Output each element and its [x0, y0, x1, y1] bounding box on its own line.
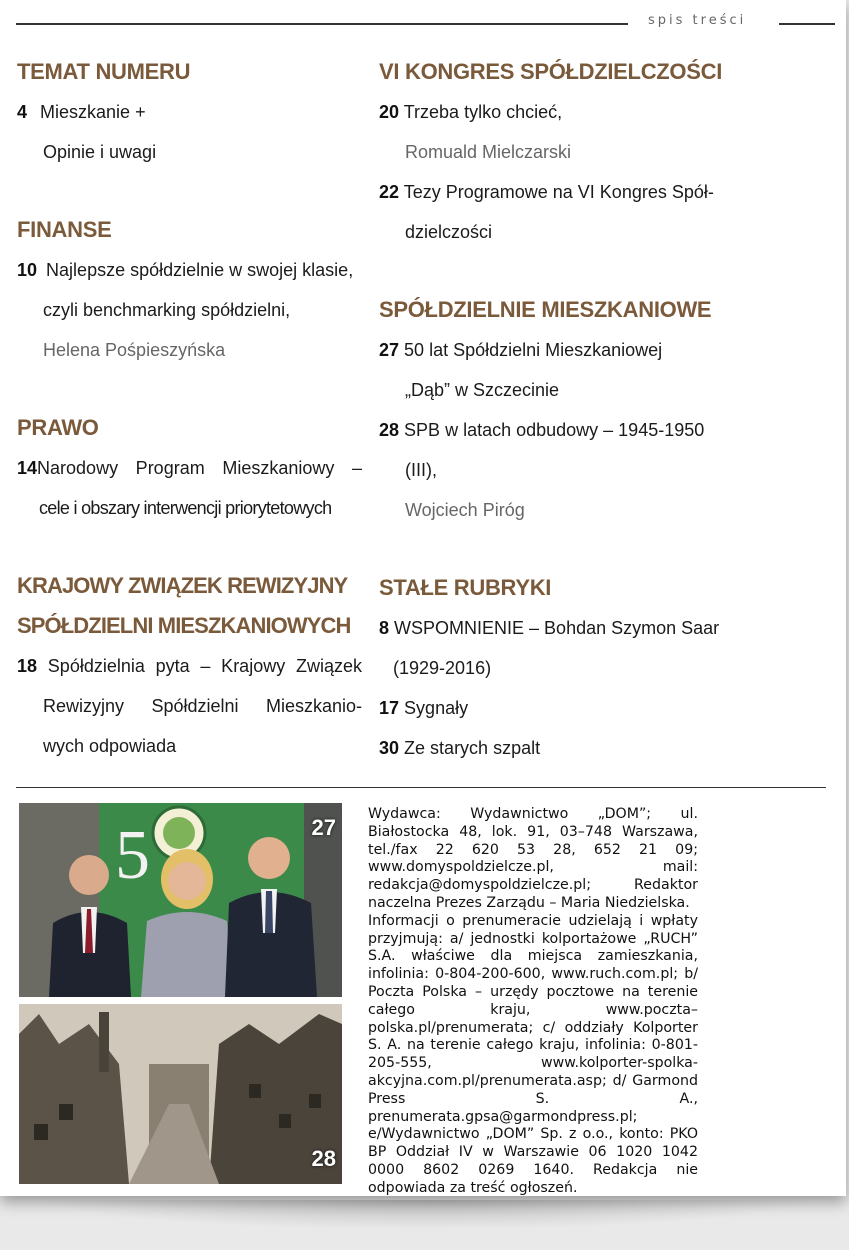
- entry-author: Wojciech Piróg: [405, 500, 525, 520]
- toc-entry[interactable]: [379, 410, 729, 450]
- entry-title: Mieszkanie +: [40, 102, 146, 122]
- section-title: STAŁE RUBRYKI: [379, 575, 552, 600]
- toc-entry[interactable]: [17, 92, 362, 132]
- imprint-publisher: Wydawca: Wydawnictwo „DOM”; ul. Białostocka 48, lok. 91, 03–748 Warszawa, tel./fax 22 620 53 28, 652 21 09; www.domyspoldzielcze.pl, mail: redakcja@domyspoldzielcze.pl; Redaktor naczelna Prezes Zarządu – Maria Niedzielska.: [368, 806, 698, 911]
- entry-title: 50 lat Spółdzielni Mieszkaniowej: [404, 340, 663, 360]
- toc-entry[interactable]: [17, 250, 362, 290]
- toc-entry[interactable]: [379, 728, 729, 768]
- entry-author: Romuald Mielczarski: [405, 142, 572, 162]
- header-rule-left: [16, 23, 628, 25]
- historic-street-illustration: [19, 1004, 342, 1184]
- entry-title-cont: Opinie i uwagi: [43, 142, 157, 162]
- entry-title-cont: (III),: [405, 460, 437, 480]
- entry-title: Narodowy Program Mieszkaniowy –: [37, 458, 362, 478]
- imprint-text: [368, 806, 698, 1198]
- toc-entry[interactable]: [17, 646, 362, 686]
- entry-title: Trzeba tylko chcieć,: [403, 102, 563, 122]
- banner-digit: 5: [115, 817, 150, 894]
- toc-entry[interactable]: [379, 172, 729, 212]
- anniversary-illustration: [19, 803, 342, 997]
- page-number: 8: [379, 618, 390, 638]
- entry-title-cont: cele i obszary interwencji priorytetowych: [39, 498, 332, 518]
- page-number: 20: [379, 102, 400, 122]
- page-number: 17: [379, 698, 400, 718]
- entry-author: Helena Pośpieszyńska: [43, 340, 226, 360]
- page-number: 10: [17, 260, 38, 280]
- toc-right-column: [379, 52, 729, 768]
- header-rule-right: [779, 23, 835, 25]
- page-number: 4: [17, 102, 28, 122]
- entry-title-cont: czyli benchmarking spółdzielni,: [43, 300, 291, 320]
- section-title: VI KONGRES SPÓŁDZIELCZOŚCI: [379, 59, 723, 84]
- page-number: 28: [379, 420, 400, 440]
- entry-title: Spółdzielnia pyta – Krajowy Związek: [47, 656, 362, 676]
- page-shadow: [40, 1200, 810, 1230]
- page-number: 18: [17, 656, 38, 676]
- toc-entry[interactable]: [17, 448, 362, 488]
- page-number: 14: [17, 458, 38, 478]
- entry-title: SPB w latach odbudowy – 1945-1950: [404, 420, 705, 440]
- page-number: 22: [379, 182, 400, 202]
- page-number: 30: [379, 738, 400, 758]
- section-title: KRAJOWY ZWIĄZEK REWIZYJNY: [17, 573, 348, 598]
- toc-entry[interactable]: [379, 608, 729, 648]
- toc-entry[interactable]: [379, 688, 729, 728]
- entry-title-cont: (1929-2016): [393, 658, 492, 678]
- header-label: spis treści: [648, 13, 747, 28]
- toc-entry[interactable]: [379, 330, 729, 370]
- imprint-subscription: Informacji o prenumeracie udzielają i wpłaty przyjmują: a/ jednostki kolportażowe „RUCH” S.A. właściwe dla miejsca zamieszkania, infolinia: 0-804-200-600, www.ruch.com.pl; b/ Poczta Polska – urzędy pocztowe na terenie całego kraju, www.poczta–polska.pl/prenumerata; c/ oddziały Kolporter S. A. na terenie całego kraju, infolinia: 0-801-205-555, www.kolporter-spolka-akcyjna.com.pl/prenumerata.asp; d/ Garmond Press S. A., prenumerata.gpsa@garmondpress.pl; e/Wydawnictwo „DOM” Sp. z o.o., konto: PKO BP Oddział IV w Warszawie 06 1020 1042 0000 8602 0269 1640. Redakcja nie odpowiada za treść ogłoszeń.: [368, 912, 698, 1196]
- section-title: TEMAT NUMERU: [17, 59, 191, 84]
- page-number: 27: [379, 340, 400, 360]
- section-title: FINANSE: [17, 217, 112, 242]
- entry-title-cont: dzielczości: [405, 222, 493, 242]
- entry-title: WSPOMNIENIE – Bohdan Szymon Saar: [394, 618, 720, 638]
- entry-title: Najlepsze spółdzielnie w swojej klasie,: [46, 260, 354, 280]
- entry-title-cont: „Dąb” w Szczecinie: [405, 380, 560, 400]
- section-title: PRAWO: [17, 415, 99, 440]
- photo-historic-street: [19, 1004, 342, 1184]
- entry-title: Ze starych szpalt: [404, 738, 541, 758]
- entry-title: Tezy Programowe na VI Kongres Spół-: [403, 182, 714, 202]
- photo-anniversary: [19, 803, 342, 997]
- entry-title-cont: Rewizyjny Spółdzielni Mieszkanio-: [43, 696, 362, 716]
- photo-page-number: 27: [311, 815, 336, 840]
- toc-left-column: [17, 52, 362, 766]
- entry-title: Sygnały: [404, 698, 469, 718]
- section-divider: [16, 787, 826, 788]
- section-title-cont: SPÓŁDZIELNI MIESZKANIOWYCH: [17, 613, 351, 638]
- section-title: SPÓŁDZIELNIE MIESZKANIOWE: [379, 297, 712, 322]
- entry-title-cont: wych odpowiada: [43, 736, 177, 756]
- photo-page-number: 28: [311, 1146, 336, 1171]
- toc-entry[interactable]: [379, 92, 729, 132]
